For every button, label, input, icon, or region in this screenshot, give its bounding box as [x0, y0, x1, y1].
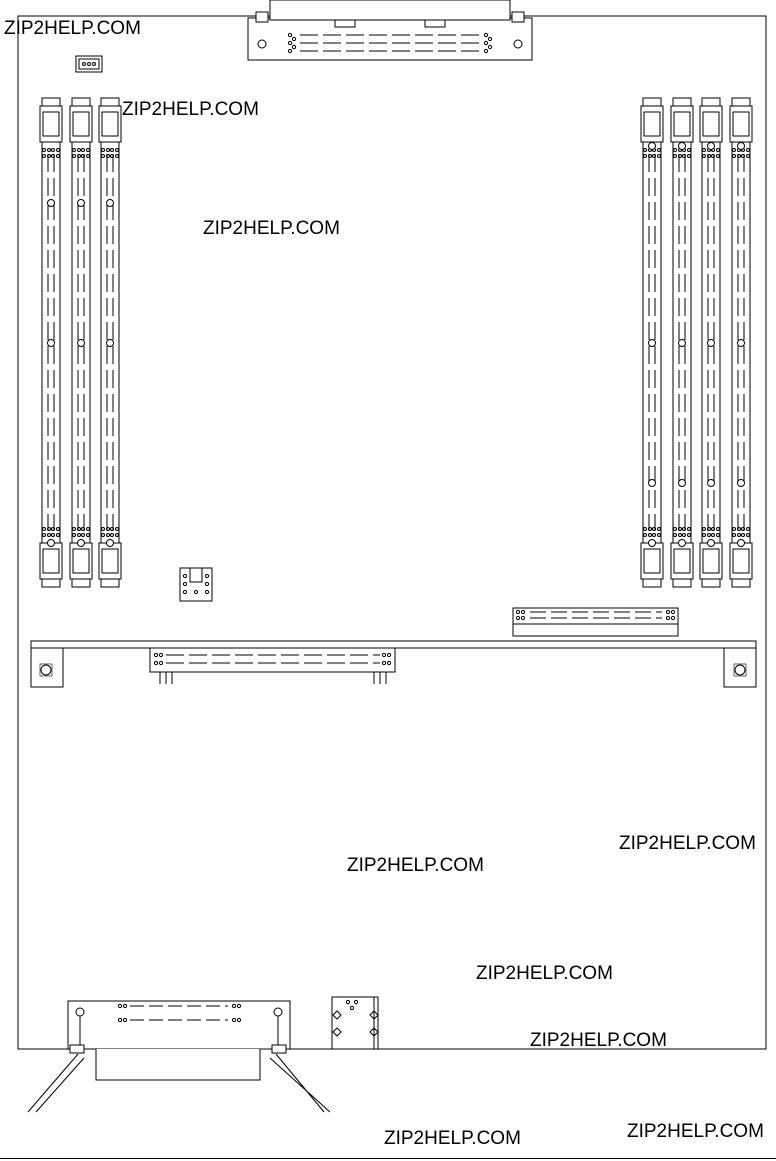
small-bottom-connector — [332, 997, 378, 1049]
mid-connector — [513, 608, 678, 636]
watermark: ZIP2HELP.COM — [203, 218, 340, 239]
watermark: ZIP2HELP.COM — [384, 1128, 521, 1149]
watermark: ZIP2HELP.COM — [347, 855, 484, 876]
watermark: ZIP2HELP.COM — [122, 99, 259, 120]
watermark: ZIP2HELP.COM — [627, 1121, 764, 1142]
watermark: ZIP2HELP.COM — [619, 833, 756, 854]
top-connector — [248, 0, 532, 60]
watermark: ZIP2HELP.COM — [530, 1030, 667, 1051]
watermark: ZIP2HELP.COM — [476, 963, 613, 984]
bottom-connector — [28, 1001, 330, 1112]
board-outline — [18, 16, 766, 1049]
watermark: ZIP2HELP.COM — [4, 18, 141, 39]
page-bottom-rule — [0, 1158, 776, 1159]
